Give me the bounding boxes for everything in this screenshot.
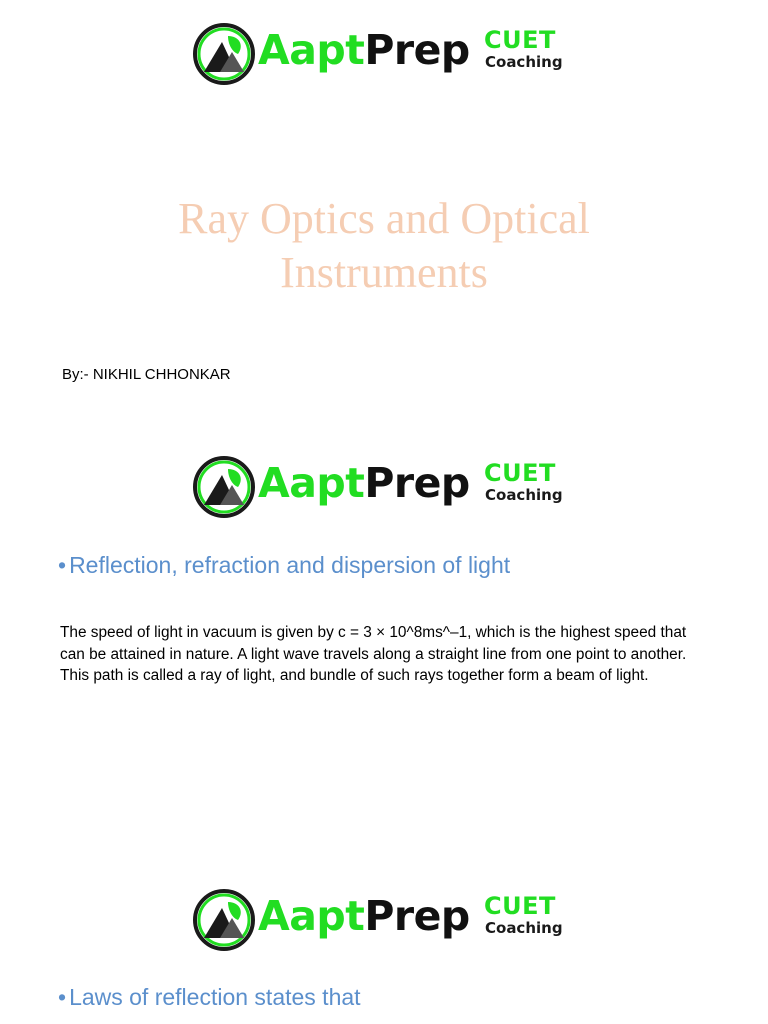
aaptprep-logo: [192, 22, 572, 86]
brand-aapt-text: Aapt: [258, 459, 365, 507]
bullet-icon: •: [58, 552, 67, 578]
coaching-label: Coaching: [485, 53, 563, 71]
coaching-label: Coaching: [485, 919, 563, 937]
brand-prep-text: Prep: [364, 459, 470, 507]
brand-prep-text: Prep: [364, 892, 470, 940]
brand-name: [258, 459, 470, 507]
brand-aapt-text: Aapt: [258, 892, 365, 940]
mountain-leaf-logo-icon: [192, 22, 256, 86]
mountain-leaf-logo-icon: [192, 888, 256, 952]
page-title: [84, 192, 684, 300]
section-heading: [58, 984, 361, 1011]
brand-name: [258, 892, 470, 940]
author-byline: By:- NIKHIL CHHONKAR: [62, 366, 231, 383]
section-heading-text: Reflection, refraction and dispersion of light: [69, 552, 511, 578]
cuet-label: CUET: [484, 459, 556, 487]
coaching-label: Coaching: [485, 486, 563, 504]
section-heading: [58, 552, 510, 579]
brand-prep-text: Prep: [364, 26, 470, 74]
brand-name: [258, 26, 470, 74]
mountain-leaf-logo-icon: [192, 455, 256, 519]
aaptprep-logo: [192, 455, 572, 519]
brand-aapt-text: Aapt: [258, 26, 365, 74]
cuet-label: CUET: [484, 26, 556, 54]
title-line-1: Ray Optics and Optical: [178, 194, 590, 243]
title-line-2: Instruments: [280, 248, 488, 297]
cuet-label: CUET: [484, 892, 556, 920]
bullet-icon: •: [58, 984, 67, 1010]
body-paragraph: The speed of light in vacuum is given by c = 3 × 10^8ms^–1, which is the highest speed that can be attained in nature. A light wave travels along a straight line from one point to another. This path is called a ray of light, and bundle of such rays together form a beam of light.: [60, 624, 687, 684]
aaptprep-logo: [192, 888, 572, 952]
section-heading-text: Laws of reflection states that: [69, 984, 361, 1010]
